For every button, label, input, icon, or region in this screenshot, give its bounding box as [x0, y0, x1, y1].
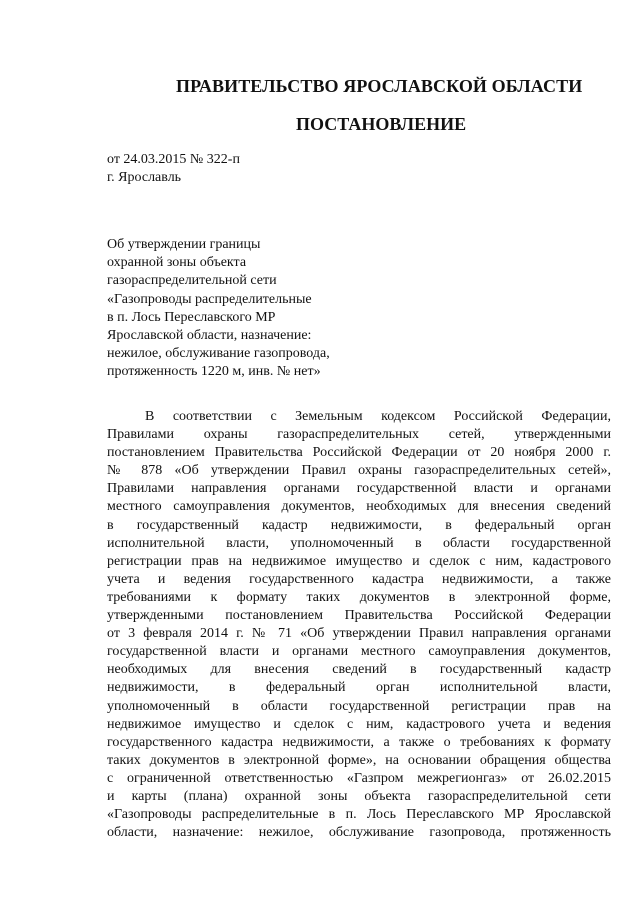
body-line: в государственный кадастр недвижимости, в федеральный орган [107, 517, 611, 533]
subject-line: «Газопроводы распределительные [107, 291, 312, 307]
body-line: области, назначение: нежилое, обслуживание газопровода, протяженность [107, 825, 611, 841]
body-line: Правилами направления органами государственной власти и органами [107, 481, 611, 497]
subject-line: охранной зоны объекта [107, 255, 247, 271]
subject-line: протяженность 1220 м, инв. № нет» [107, 364, 321, 380]
body-line: В соответствии с Земельным кодексом Российской Федерации, [145, 409, 611, 424]
body-line: требованиями к формату таких документов в электронной форме, [107, 589, 611, 605]
body-line: с ограниченной ответственностью «Газпром межрегионгаз» от 26.02.2015 [107, 770, 611, 786]
city: г. Ярославль [107, 170, 182, 185]
body-line: таких документов в электронной форме», на основании обращения общества [107, 752, 611, 768]
subject-line: Об утверждении границы [107, 237, 261, 252]
document-meta [107, 151, 240, 187]
date-number: от 24.03.2015 № 322-п [107, 152, 240, 167]
body-line: Правилами охраны газораспределительных сетей, утвержденными [107, 427, 611, 443]
body-line: от 3 февраля 2014 г. № 71 «Об утверждении Правил направления органами [107, 626, 611, 642]
body-line: утвержденными постановлением Правительства Российской Федерации [107, 608, 611, 624]
body-line: регистрации прав на недвижимое имущество и сделок с ним, кадастрового [107, 553, 611, 569]
subject-line: в п. Лось Переславского МР [107, 309, 276, 325]
body-line: уполномоченный в области государственной регистрации прав на [107, 698, 611, 714]
body-line: недвижимости, в федеральный орган исполнительной власти, [107, 680, 611, 696]
body-line: государственного кадастра недвижимости, а также о требованиях к формату [107, 734, 611, 750]
subject-line: нежилое, обслуживание газопровода, [107, 346, 330, 362]
body-paragraph [107, 408, 611, 842]
body-line: постановлением Правительства Российской Федерации от 20 ноября 2000 г. [107, 445, 611, 461]
body-line: государственной власти и органами местного самоуправления документов, [107, 644, 611, 660]
subject-line: Ярославской области, назначение: [107, 328, 312, 344]
body-line: № 878 «Об утверждении Правил охраны газораспределительных сетей», [107, 463, 611, 479]
government-title: ПРАВИТЕЛЬСТВО ЯРОСЛАВСКОЙ ОБЛАСТИ [176, 76, 583, 96]
body-line: необходимых для внесения сведений в государственный кадастр [107, 662, 611, 678]
body-line: и карты (плана) охранной зоны объекта газораспределительной сети [107, 788, 611, 804]
body-line: недвижимое имущество и сделок с ним, кадастрового учета и ведения [107, 716, 611, 732]
body-line: местного самоуправления документов, необходимых для внесения сведений [107, 499, 611, 515]
subject-line: газораспределительной сети [107, 273, 277, 289]
subject-block [107, 236, 330, 382]
body-line: учета и ведения государственного кадастра недвижимости, а также [107, 571, 611, 587]
body-line: «Газопроводы распределительные в п. Лось Переславского МР Ярославской [107, 807, 611, 823]
document-type: ПОСТАНОВЛЕНИЕ [296, 114, 467, 134]
body-line: исполнительной власти, уполномоченный в области государственной [107, 535, 611, 551]
